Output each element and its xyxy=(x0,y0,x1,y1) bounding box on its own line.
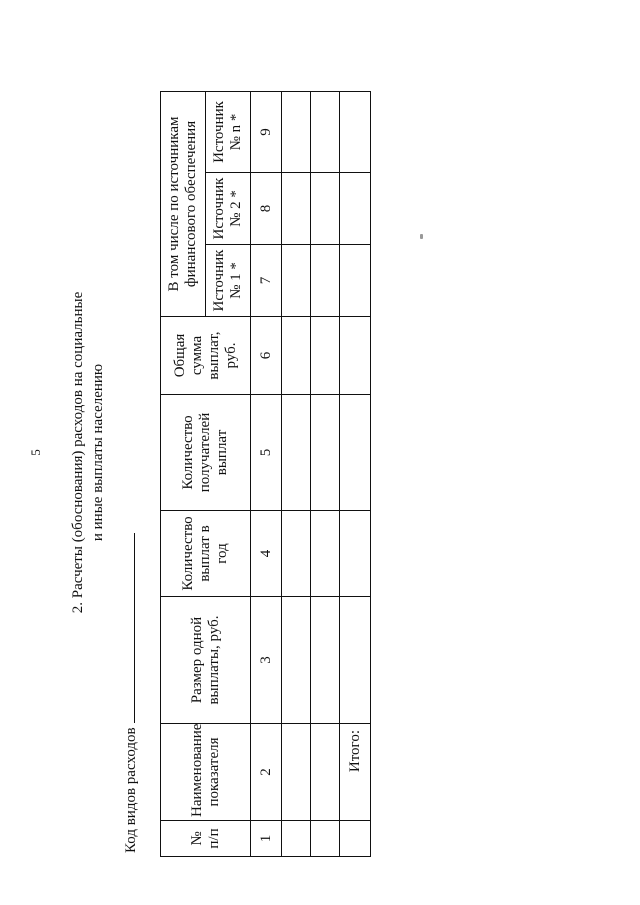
header-row-1 xyxy=(161,91,206,856)
total-label: Итого: xyxy=(340,724,371,821)
empty-cell[interactable] xyxy=(311,724,340,821)
total-cell[interactable] xyxy=(340,317,371,395)
section-title-line-2: и иные выплаты населению xyxy=(90,363,106,542)
column-number: 4 xyxy=(251,511,282,597)
column-number: 3 xyxy=(251,597,282,724)
header-total: Общая сумма выплат, руб. xyxy=(161,317,251,395)
empty-cell[interactable] xyxy=(282,821,311,857)
empty-cell[interactable] xyxy=(311,245,340,317)
empty-cell[interactable] xyxy=(282,245,311,317)
total-cell[interactable] xyxy=(340,91,371,172)
header-source-n: Источник № n * xyxy=(206,91,251,172)
header-count: Количество выплат в год xyxy=(161,511,251,597)
header-recipients: Количество получателей выплат xyxy=(161,395,251,511)
empty-cell[interactable] xyxy=(282,91,311,172)
empty-cell[interactable] xyxy=(311,597,340,724)
empty-cell[interactable] xyxy=(282,724,311,821)
empty-cell[interactable] xyxy=(311,173,340,245)
column-number: 6 xyxy=(251,317,282,395)
empty-cell xyxy=(340,821,371,857)
column-number-row xyxy=(251,91,282,856)
empty-cell[interactable] xyxy=(282,511,311,597)
header-num: № п/п xyxy=(161,821,251,857)
payments-table xyxy=(160,91,371,857)
header-size: Размер одной выплаты, руб. xyxy=(161,597,251,724)
scan-speck xyxy=(420,234,423,239)
empty-cell[interactable] xyxy=(311,511,340,597)
empty-cell[interactable] xyxy=(311,91,340,172)
empty-cell[interactable] xyxy=(311,395,340,511)
table-row xyxy=(311,91,340,856)
total-row xyxy=(340,91,371,856)
header-name: Наименование показателя xyxy=(161,724,251,821)
column-number: 8 xyxy=(251,173,282,245)
column-number: 1 xyxy=(251,821,282,857)
column-number: 7 xyxy=(251,245,282,317)
empty-cell[interactable] xyxy=(282,317,311,395)
page-number: 5 xyxy=(28,449,43,456)
expense-code-blank xyxy=(120,533,135,723)
total-cell[interactable] xyxy=(340,511,371,597)
header-source-2: Источник № 2 * xyxy=(206,173,251,245)
section-title xyxy=(68,0,108,905)
header-sources-group: В том числе по источникам финансового обеспечения xyxy=(161,91,206,316)
total-cell[interactable] xyxy=(340,597,371,724)
column-number: 5 xyxy=(251,395,282,511)
empty-cell[interactable] xyxy=(282,597,311,724)
empty-cell[interactable] xyxy=(311,317,340,395)
table-row xyxy=(282,91,311,856)
empty-cell[interactable] xyxy=(311,821,340,857)
total-cell[interactable] xyxy=(340,395,371,511)
column-number: 2 xyxy=(251,724,282,821)
total-cell[interactable] xyxy=(340,173,371,245)
empty-cell[interactable] xyxy=(282,173,311,245)
column-number: 9 xyxy=(251,91,282,172)
section-title-line-1: 2. Расчеты (обоснования) расходов на социальные xyxy=(70,291,86,614)
header-source-1: Источник № 1 * xyxy=(206,245,251,317)
expense-code-line xyxy=(120,533,140,853)
total-cell[interactable] xyxy=(340,245,371,317)
expense-code-label: Код видов расходов xyxy=(123,727,139,853)
empty-cell[interactable] xyxy=(282,395,311,511)
